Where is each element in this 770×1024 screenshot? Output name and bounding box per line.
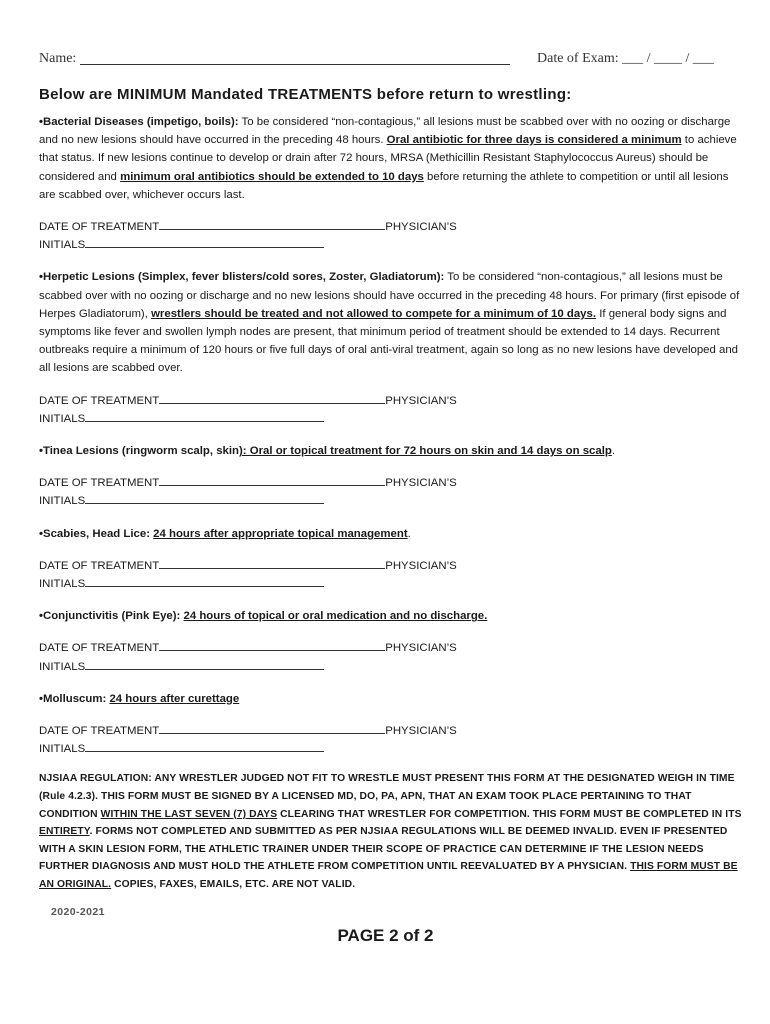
physician-initials-field[interactable]: [85, 411, 324, 422]
signature-block: DATE OF TREATMENT PHYSICIAN’S INITIALS: [39, 642, 457, 673]
school-year: 2020-2021: [51, 905, 105, 918]
name-field[interactable]: [80, 64, 510, 65]
date-of-treatment-field[interactable]: [159, 558, 385, 569]
section-heading: •Molluscum:: [39, 692, 107, 705]
signature-block: DATE OF TREATMENT PHYSICIAN’S INITIALS: [39, 725, 457, 756]
section-scabies: •Scabies, Head Lice: 24 hours after appropriate topical management.: [39, 527, 411, 540]
date-of-exam-label[interactable]: Date of Exam: ___ / ____ / ___: [537, 51, 714, 66]
date-of-treatment-field[interactable]: [159, 640, 385, 651]
section-molluscum: •Molluscum: 24 hours after curettage: [39, 692, 240, 705]
page-title: Below are MINIMUM Mandated TREATMENTS before return to wrestling:: [39, 86, 572, 103]
header-row: [39, 48, 744, 72]
section-heading: •Herpetic Lesions (Simplex, fever blisters/cold sores, Zoster, Gladiatorum):: [39, 271, 445, 284]
physician-initials-field[interactable]: [85, 576, 324, 587]
page-number: PAGE 2 of 2: [337, 925, 434, 945]
section-heading: •Tinea Lesions (ringworm scalp, skin: [39, 445, 240, 458]
date-of-treatment-field[interactable]: [159, 475, 385, 486]
section-heading: •Scabies, Head Lice:: [39, 527, 150, 540]
signature-block: DATE OF TREATMENT PHYSICIAN’S INITIALS: [39, 221, 457, 252]
section-conjunctivitis: •Conjunctivitis (Pink Eye): 24 hours of topical or oral medication and no discharge.: [39, 610, 488, 623]
physician-initials-field[interactable]: [85, 659, 324, 670]
physician-initials-field[interactable]: [85, 493, 324, 504]
section-bacterial: •Bacterial Diseases (impetigo, boils): To be considered “non-contagious,” all lesions must be scabbed over with no oozing or discharge and no new lesions should have occurred in the preceding 48 hours. Oral antibiotic for three days is considered a minimum to achieve that status. If new lesions continue to develop or drain after 72 hours, MRSA (Methicillin Resistant Staphylococcus Aureus) should be considered and minimum oral antibiotics should be extended to 10 days before returning the athlete to competition or until all lesions are scabbed over, whichever occurs last.: [39, 116, 737, 201]
signature-block: DATE OF TREATMENT PHYSICIAN’S INITIALS: [39, 477, 457, 508]
physician-initials-field[interactable]: [85, 237, 324, 248]
section-tinea: •Tinea Lesions (ringworm scalp, skin): Oral or topical treatment for 72 hours on skin and 14 days on scalp.: [39, 445, 616, 458]
form-page: [39, 48, 744, 946]
physician-initials-field[interactable]: [85, 741, 324, 752]
name-label: Name:: [39, 51, 77, 66]
njsiaa-regulation: NJSIAA REGULATION: ANY WRESTLER JUDGED NOT FIT TO WRESTLE MUST PRESENT THIS FORM AT THE DESIGNATED WEIGH IN TIME (Rule 4.2.3). THIS FORM MUST BE SIGNED BY A LICENSED MD, DO, PA, APN, THAT AN EXAM TOOK PLACE PERTAINING TO THAT CONDITION WITHIN THE LAST SEVEN (7) DAYS CLEARING THAT WRESTLER FOR COMPETITION. THIS FORM MUST BE COMPLETED IN ITS ENTIRETY. FORMS NOT COMPLETED AND SUBMITTED AS PER NJSIAA REGULATIONS WILL BE DEEMED INVALID. EVEN IF PRESENTED WITH A SKIN LESION FORM, THE ATHLETIC TRAINER UNDER THEIR SCOPE OF PRACTICE CAN DETERMINE IF THE LESION NEEDS FURTHER DIAGNOSIS AND MUST HOLD THE ATHLETE FROM COMPETITION UNTIL REEVALUATED BY A PHYSICIAN. THIS FORM MUST BE AN ORIGINAL. COPIES, FAXES, EMAILS, ETC. ARE NOT VALID.: [39, 773, 742, 891]
date-of-treatment-field[interactable]: [159, 219, 385, 230]
section-heading: •Conjunctivitis (Pink Eye):: [39, 610, 181, 623]
date-of-treatment-field[interactable]: [159, 393, 385, 404]
date-of-treatment-field[interactable]: [159, 723, 385, 734]
section-herpetic: •Herpetic Lesions (Simplex, fever blisters/cold sores, Zoster, Gladiatorum): To be considered “non-contagious,” all lesions must be scabbed over with no oozing or discharge and no new lesions should have occurred in the preceding 48 hours. For primary (first episode of Herpes Gladiatorum), wrestlers should be treated and not allowed to compete for a minimum of 10 days. If general body signs and symptoms like fever and swollen lymph nodes are present, that minimum period of treatment should be extended to 14 days. Recurrent outbreaks require a minimum of 120 hours or five full days of oral anti-viral treatment, again so long as no new lesions have developed and all lesions are scabbed over.: [39, 271, 740, 375]
signature-block: DATE OF TREATMENT PHYSICIAN’S INITIALS: [39, 394, 457, 425]
signature-block: DATE OF TREATMENT PHYSICIAN’S INITIALS: [39, 559, 457, 591]
section-heading: •Bacterial Diseases (impetigo, boils):: [39, 116, 239, 128]
